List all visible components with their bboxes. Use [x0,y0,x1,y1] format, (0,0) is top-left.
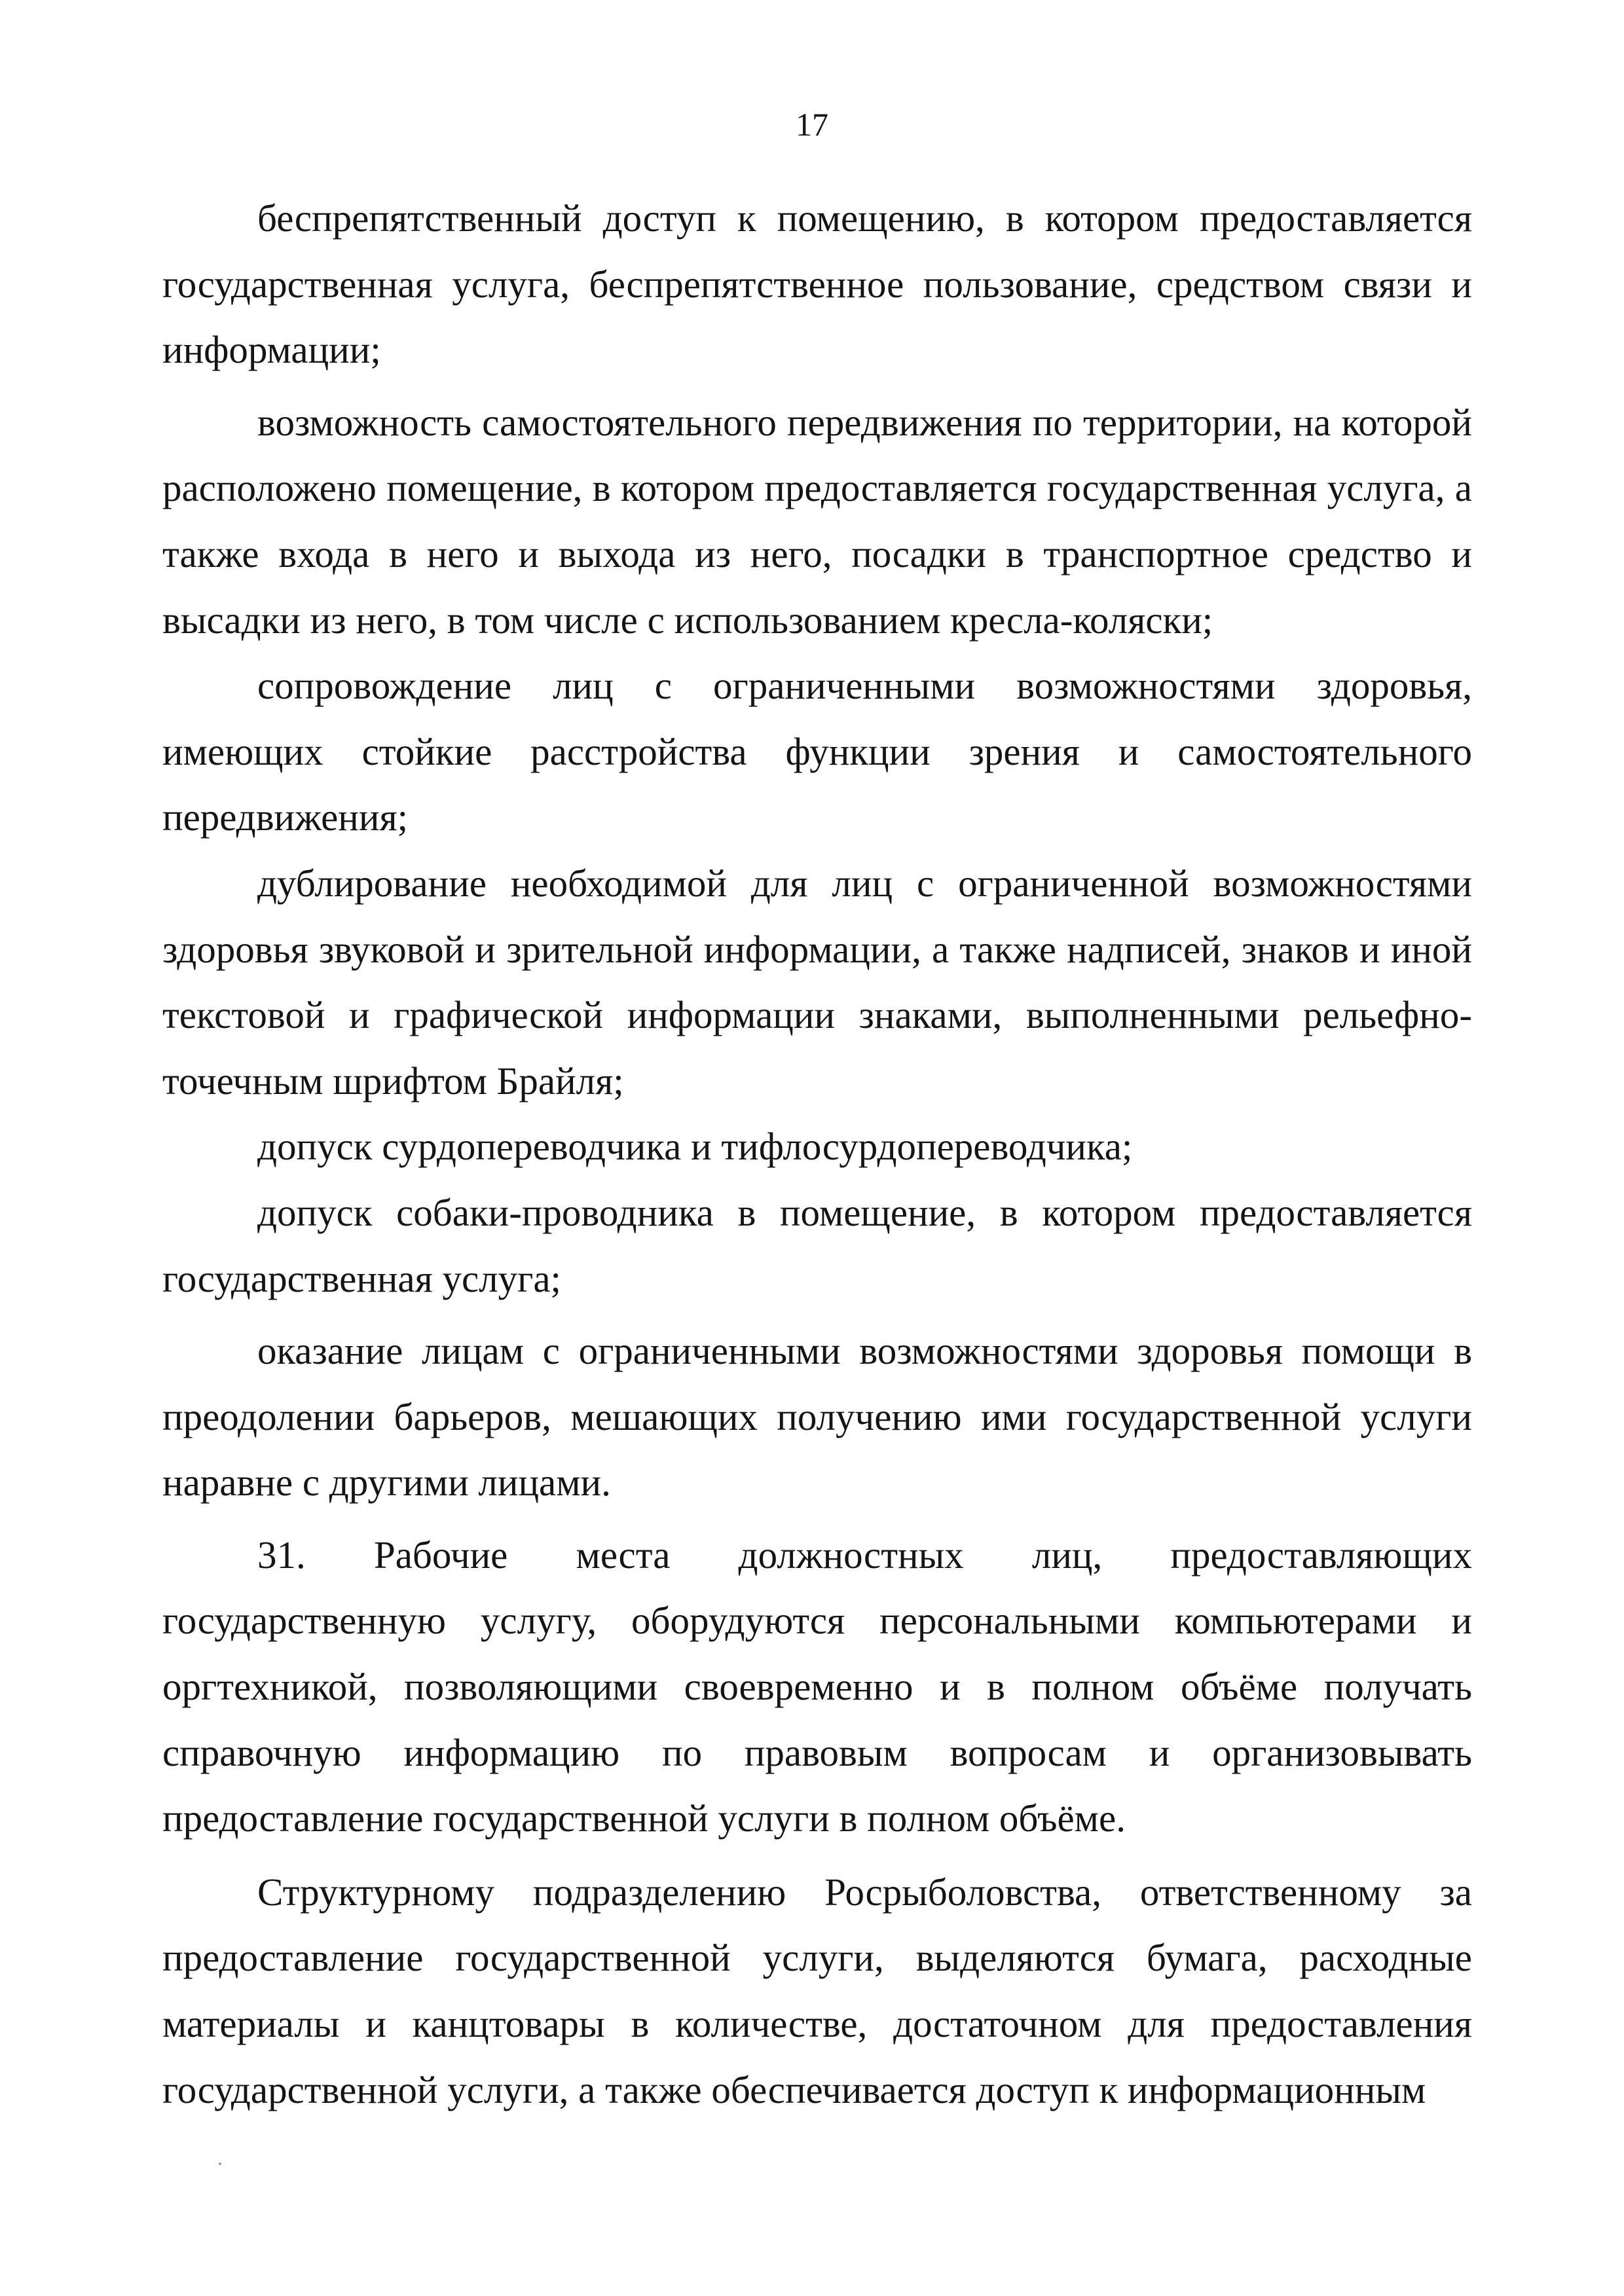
paragraph-workplaces-31: 31. Рабочие места должностных лиц, предоставляющих государственную услугу, оборудуются персональными компьютерами и оргтехникой, позволяющими своевременно и в полном объёме получать справочную информацию по правовым вопросам и организовывать предоставление государственной услуги в полном объёме. [162,1533,1472,1840]
paragraph-supplies: Структурному подразделению Росрыболовства, ответственному за предоставление государственной услуги, выделяются бумага, расходные материалы и канцтовары в количестве, достаточном для предоставления государственной услуги, а также обеспечивается доступ к информационным [162,1870,1472,2111]
scan-speck [219,2162,221,2165]
paragraph-barrier-assistance: оказание лицам с ограниченными возможностями здоровья помощи в преодолении барьеров, мешающих получению ими государственной услуги наравне с другими лицами. [162,1329,1472,1504]
page-number: 17 [796,106,828,143]
paragraph-independent-movement: возможность самостоятельного передвижения по территории, на которой расположено помещение, в котором предоставляется государственная услуга, а также входа в него и выхода из него, посадки в транспортное средство и высадки из него, в том числе с использованием кресла-коляски; [162,400,1472,642]
paragraph-sign-interpreter: допуск сурдопереводчика и тифлосурдопереводчика; [257,1125,1133,1169]
paragraph-accessibility-access: беспрепятственный доступ к помещению, в котором предоставляется государственная услуга, беспрепятственное пользование, средством связи и информации; [162,196,1472,372]
paragraph-escort: сопровождение лиц с ограниченными возможностями здоровья, имеющих стойкие расстройства функции зрения и самостоятельного передвижения; [162,664,1472,839]
paragraph-braille-duplication: дублирование необходимой для лиц с ограниченной возможностями здоровья звуковой и зрительной информации, а также надписей, знаков и иной текстовой и графической информации знаками, выполненными рельефно-точечным шрифтом Брайля; [162,861,1472,1102]
body-text [162,185,1472,2123]
paragraph-guide-dog: допуск собаки-проводника в помещение, в котором предоставляется государственная услуга; [162,1190,1472,1300]
